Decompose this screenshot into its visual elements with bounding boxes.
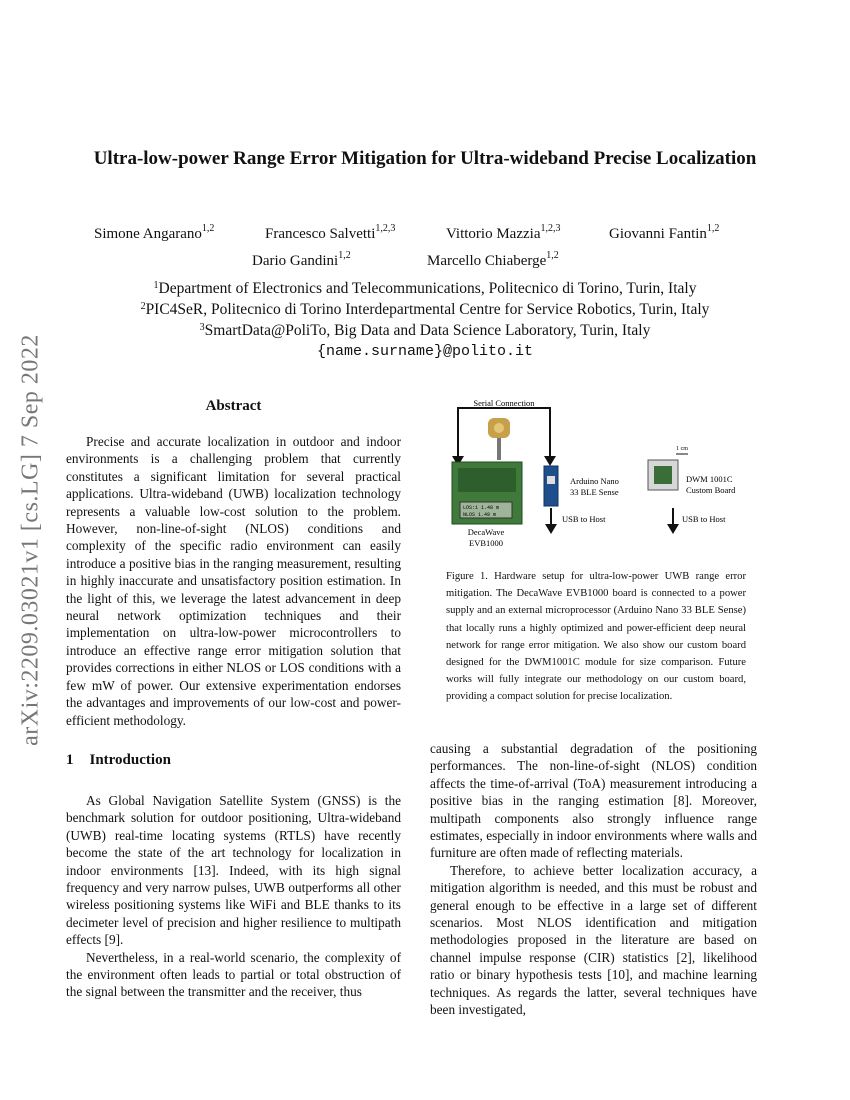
body-paragraph: Nevertheless, in a real-world scenario, the complexity of the environment often leads to partial or total obstruction of the signal between the transmitter and the receiver, thus xyxy=(66,949,401,1000)
figure-caption: Figure 1. Hardware setup for ultra-low-power UWB range error mitigation. The DecaWave EVB1000 board is connected to a power supply and an external microprocessor (Arduino Nano 33 BLE Sense) that locally runs a highly optimized and power-efficient deep neural network for range error mitigation. We also show our custom board designed for the DWM1001C module for size comparison. Future works will fully integrate our methodology on our custom board, providing a compact solution for precise localization. xyxy=(446,571,746,703)
affiliation-text: Department of Electronics and Telecommunications, Politecnico di Torino, Turin, Italy xyxy=(158,280,697,297)
affiliation-3 xyxy=(80,320,770,341)
affiliation-number: 1 xyxy=(153,280,159,291)
body-paragraph: As Global Navigation Satellite System (GNSS) is the benchmark solution for outdoor positioning, Ultra-wideband (UWB) real-time locating systems (RTLS) have recently become the state of the art technology for localization in indoor environments [13]. Indeed, with its high signal frequency and very narrow pulses, UWB outperforms all other wireless positioning systems like WiFi and BLE thanks to its decimeter level of precision and higher resilience to multipath effects [9]. xyxy=(66,793,401,948)
affiliation-text: PIC4SeR, Politecnico di Torino Interdepartmental Centre for Service Robotics, Turin, Italy xyxy=(145,301,710,318)
abstract-heading: Abstract xyxy=(205,398,262,414)
body-paragraph: causing a substantial degradation of the positioning performances. The non-line-of-sight (NLOS) condition affects the time-of-arrival (ToA) measurement introducing a positive bias in the ranging estimation [8]. Moreover, multipath components also strongly influence range estimates, especially in indoor environments where walls and furniture are often made of reflecting materials. xyxy=(430,741,757,861)
scale-label: 1 cm xyxy=(676,446,688,452)
arrow-down-icon xyxy=(667,524,679,534)
arduino-label-2: 33 BLE Sense xyxy=(570,487,619,497)
hardware-setup-figure xyxy=(430,398,760,558)
author-affiliation-mark: 1,2 xyxy=(546,250,559,261)
arrow-down-icon xyxy=(545,524,557,534)
section-number: 1 xyxy=(66,752,74,768)
hardware-diagram xyxy=(430,398,760,558)
author-4 xyxy=(609,223,720,243)
author-name: Marcello Chiaberge xyxy=(427,253,547,269)
usb-label-2: USB to Host xyxy=(682,514,726,524)
abstract-body xyxy=(66,433,401,729)
affiliation-1 xyxy=(80,278,770,299)
decawave-label-2: EVB1000 xyxy=(469,538,503,548)
antenna-highlight xyxy=(494,423,504,433)
body-paragraph: Therefore, to achieve better localization accuracy, a mitigation algorithm is needed, and this must be robust and general enough to be effective in a large set of different scenarios. Most NLOS identification and mitigation methodologies proposed in the literature are based on channel impulse response (CIR) statistics [2], likelihood ratio or binary hypothesis tests [10], and machine learning techniques. As regards the latter, several techniques have been investigated, xyxy=(430,862,757,1018)
author-5 xyxy=(252,250,351,270)
author-affiliation-mark: 1,2 xyxy=(338,250,351,261)
arrow-down-icon xyxy=(544,456,556,466)
section-heading-introduction xyxy=(66,752,171,769)
author-2 xyxy=(265,223,396,243)
arxiv-side-label xyxy=(10,300,52,780)
author-affiliation-mark: 1,2,3 xyxy=(375,223,396,234)
board-components xyxy=(458,468,516,492)
abstract-paragraph: Precise and accurate localization in outdoor and indoor environments is a challenging problem that currently constitutes a significant limitation for several practical applications. Ultra-wideband (UWB) localization technology represents a valuable low-cost solution to the problem. However, non-line-of-sight (NLOS) conditions and complexity of the specific radio environment can easily introduce a positive bias in the ranging measurement, resulting in highly inaccurate and unsatisfactory position estimation. In the light of this, we leverage the latest advancement in deep neural network optimization techniques and their implementation on ultra-low-power microcontrollers to introduce an effective range error mitigation solution that provides corrections in either NLOS or LOS conditions with a few mW of power. Our extensive experimentation endorses the advantages and improvements of our low-cost and power-efficient methodology. xyxy=(66,434,401,728)
author-name: Francesco Salvetti xyxy=(265,226,376,242)
affiliation-text: SmartData@PoliTo, Big Data and Data Science Laboratory, Turin, Italy xyxy=(204,322,651,339)
dwm-label-2: Custom Board xyxy=(686,485,736,495)
arduino-board-image xyxy=(544,466,558,506)
arxiv-id-text: arXiv:2209.03021v1 [cs.LG] 7 Sep 2022 xyxy=(17,334,44,746)
lcd-line-2: NLOS 1.49 m xyxy=(463,512,497,518)
decawave-label-1: DecaWave xyxy=(467,527,505,537)
affiliations xyxy=(80,278,770,362)
introduction-right-column xyxy=(430,740,757,1019)
author-name: Simone Angarano xyxy=(94,226,202,242)
author-name: Giovanni Fantin xyxy=(609,226,707,242)
antenna-cable xyxy=(497,438,501,460)
arduino-label-1: Arduino Nano xyxy=(570,476,619,486)
usb-label-1: USB to Host xyxy=(562,514,606,524)
lcd-line-1: LOS:1 1.48 m xyxy=(463,505,500,511)
dwm-label-1: DWM 1001C xyxy=(686,474,733,484)
author-name: Dario Gandini xyxy=(252,253,339,269)
author-affiliation-mark: 1,2,3 xyxy=(540,223,561,234)
affiliation-number: 3 xyxy=(199,322,205,333)
author-affiliation-mark: 1,2 xyxy=(706,223,720,234)
author-name: Vittorio Mazzia xyxy=(446,226,541,242)
serial-connection-label: Serial Connection xyxy=(473,398,535,408)
section-title: Introduction xyxy=(89,752,171,768)
author-1 xyxy=(94,223,215,243)
author-6 xyxy=(427,250,559,270)
author-3 xyxy=(446,223,561,243)
affiliation-number: 2 xyxy=(140,301,146,312)
dwm-module xyxy=(654,466,672,484)
arduino-chip xyxy=(547,476,555,484)
affiliation-2 xyxy=(80,299,770,320)
contact-email[interactable]: {name.surname}@polito.it xyxy=(316,343,534,360)
author-affiliation-mark: 1,2 xyxy=(201,223,215,234)
paper-title: Ultra-low-power Range Error Mitigation for Ultra-wideband Precise Localization xyxy=(93,148,757,169)
introduction-left-column xyxy=(66,792,401,1001)
